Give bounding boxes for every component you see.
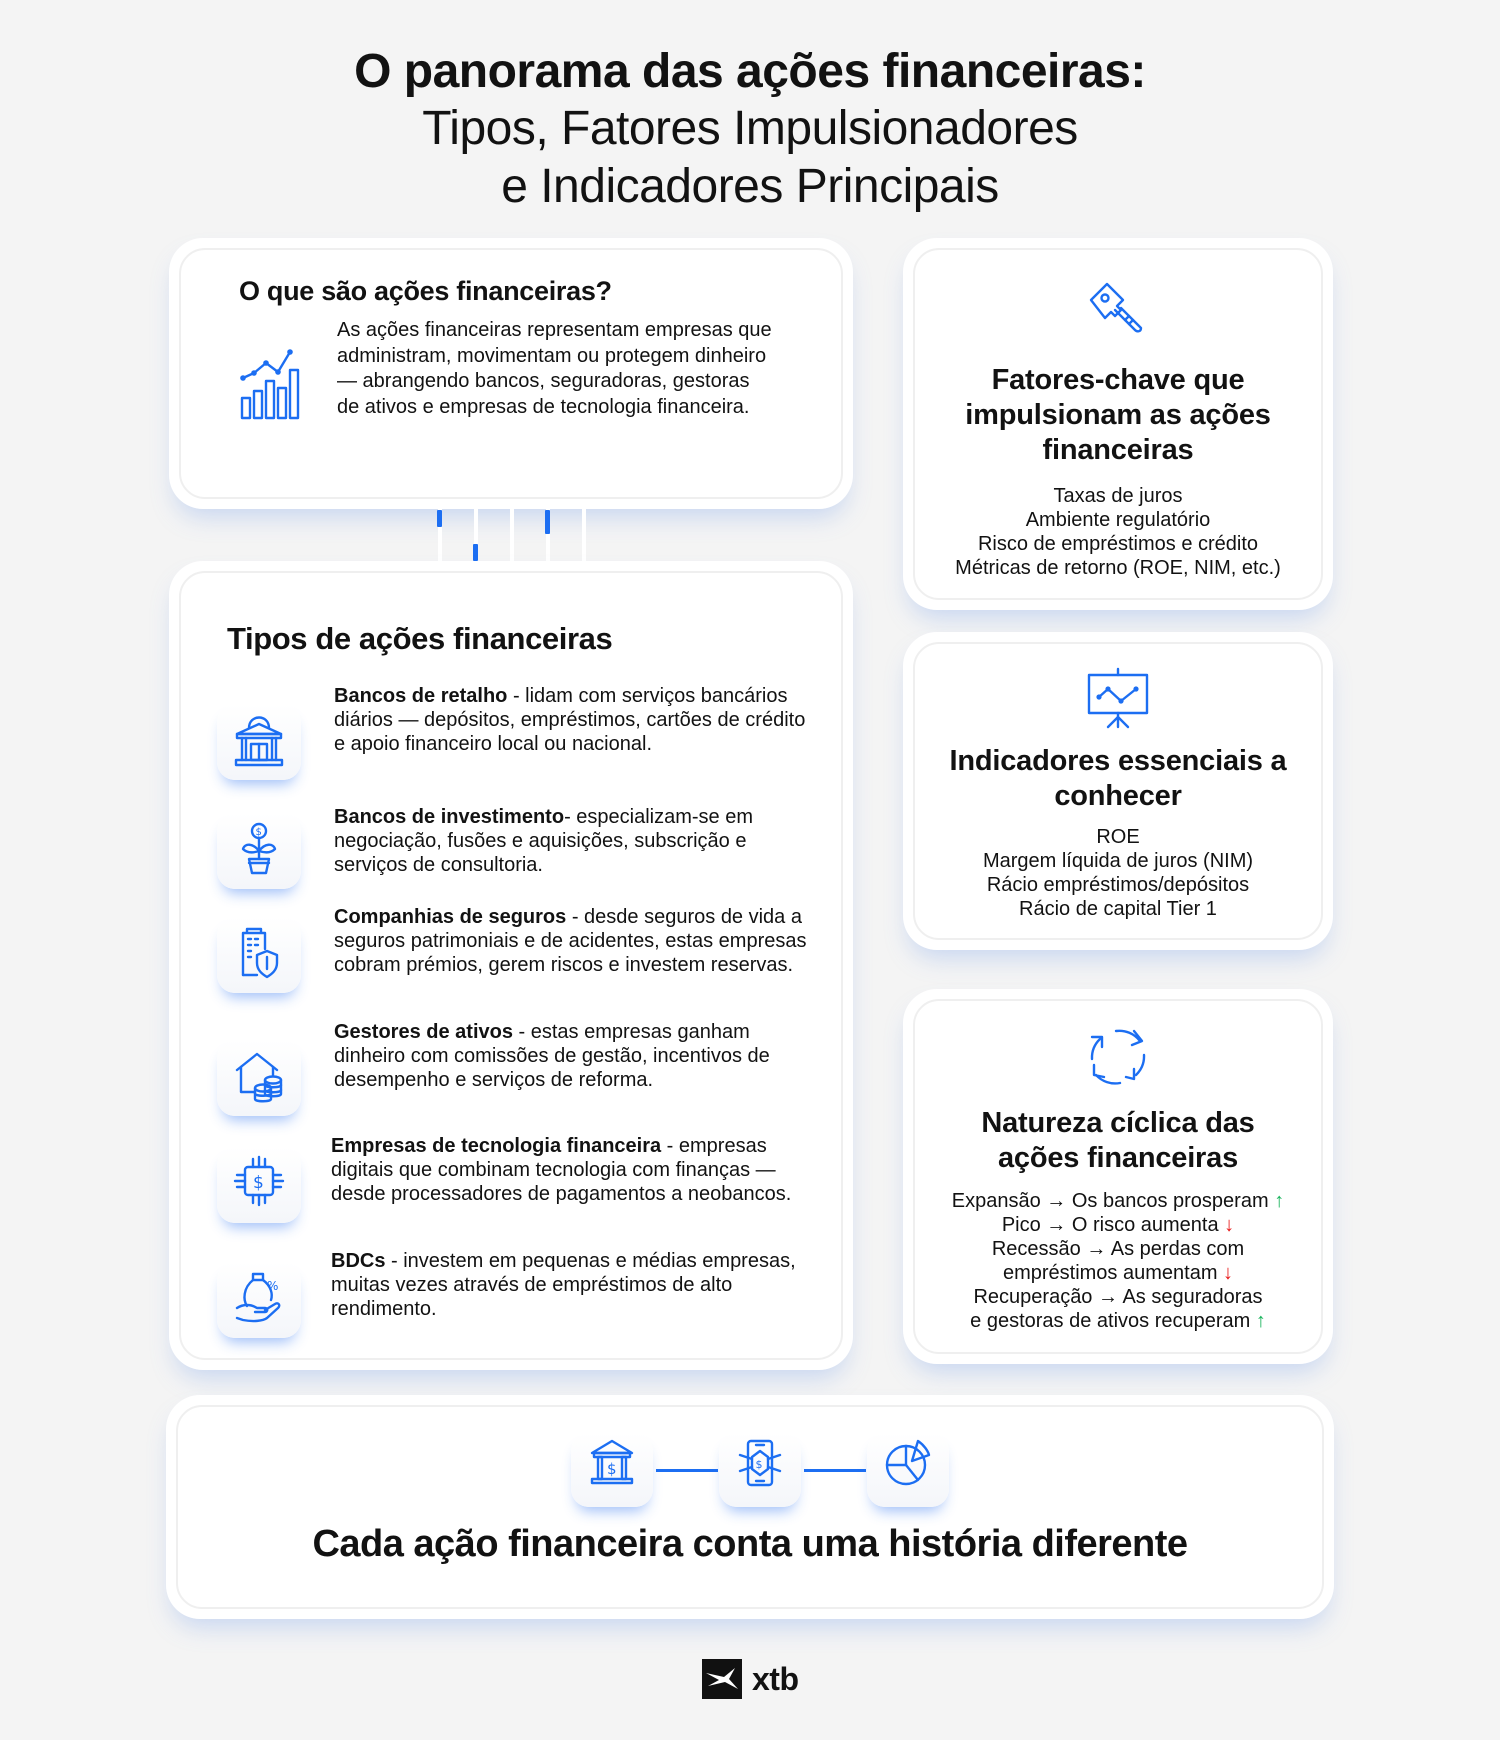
phone-dollar-network-icon xyxy=(736,1439,784,1487)
drivers-title: Fatores-chave que impulsionam as ações financeiras xyxy=(965,364,1271,466)
cycle-line: e gestoras de ativos recuperam ↑ xyxy=(970,1310,1266,1332)
cycle-line: Recessão → As perdas com xyxy=(991,1238,1245,1260)
key-icon xyxy=(1083,276,1153,346)
driver-item: Taxas de juros xyxy=(1053,485,1183,507)
type-item-asset-managers xyxy=(217,1020,817,1130)
building-shield-icon xyxy=(233,925,285,981)
what-are-title: O que são ações financeiras? xyxy=(239,276,612,306)
title-bold: O panorama das ações financeiras: xyxy=(354,45,1146,98)
drivers-list xyxy=(903,484,1333,580)
drivers-card xyxy=(903,238,1333,610)
xtb-logo-icon xyxy=(702,1659,742,1699)
driver-item: Risco de empréstimos e crédito xyxy=(977,533,1259,555)
type-text: Bancos de investimento- especializam-se em negociação, fusões e aquisições, subscrição e serviços de consultoria. xyxy=(334,806,754,876)
xtb-logo xyxy=(702,1659,799,1699)
type-text: BDCs - investem em pequenas e médias empresas, muitas vezes através de empréstimos de alto rendimento. xyxy=(331,1250,796,1320)
indicator-item: Margem líquida de juros (NIM) xyxy=(982,850,1254,872)
type-text: Gestores de ativos - estas empresas ganham dinheiro com comissões de gestão, incentivos de desempenho e serviços de reforma. xyxy=(334,1021,770,1091)
indicator-item: Rácio de capital Tier 1 xyxy=(1019,898,1217,920)
house-coins-icon xyxy=(233,1048,285,1104)
svg-text:$: $ xyxy=(607,1460,617,1478)
type-text: Empresas de tecnologia financeira - empresas digitais que combinam tecnologia com finanças — desde processadores de pagamentos a neobancos. xyxy=(331,1135,792,1205)
svg-text:$: $ xyxy=(255,827,262,838)
type-item-bdcs xyxy=(217,1249,817,1349)
indicator-item: Rácio empréstimos/depósitos xyxy=(986,874,1250,896)
type-item-investment-banks xyxy=(217,805,817,895)
summary-card xyxy=(166,1395,1334,1619)
svg-text:$: $ xyxy=(755,1458,763,1471)
what-are-card xyxy=(169,238,853,509)
cycle-arrows-icon xyxy=(1086,1025,1150,1089)
indicators-card xyxy=(903,632,1333,950)
page-title xyxy=(0,44,1500,216)
types-card xyxy=(169,561,853,1370)
driver-item: Ambiente regulatório xyxy=(1025,509,1211,531)
indicators-title: Indicadores essenciais a conhecer xyxy=(949,745,1287,812)
cycle-line: empréstimos aumentam ↓ xyxy=(1002,1262,1234,1284)
svg-text:$: $ xyxy=(253,1173,264,1193)
connector-line xyxy=(804,1469,866,1472)
cyclic-title: Natureza cíclica das ações financeiras xyxy=(981,1107,1255,1174)
type-item-retail-banks xyxy=(217,684,817,794)
bar-chart-growth-icon xyxy=(239,346,315,422)
indicator-item: ROE xyxy=(1096,826,1140,848)
bank-building-icon xyxy=(233,712,285,768)
cycle-line: Pico → O risco aumenta ↓ xyxy=(1001,1214,1235,1236)
bank-dollar-icon xyxy=(588,1439,636,1487)
connector-line xyxy=(656,1469,718,1472)
brand-name: xtb xyxy=(752,1661,799,1697)
svg-text:%: % xyxy=(267,1279,279,1293)
indicators-list xyxy=(903,825,1333,921)
presentation-chart-icon xyxy=(1086,667,1150,731)
cycle-line: Expansão → Os bancos prosperam ↑ xyxy=(951,1190,1285,1212)
cycle-line: Recuperação → As seguradoras xyxy=(973,1286,1263,1308)
cyclic-list xyxy=(903,1189,1333,1333)
dollar-chip-icon xyxy=(233,1155,285,1211)
types-title: Tipos de ações financeiras xyxy=(227,621,613,656)
type-text: Bancos de retalho - lidam com serviços bancários diários — depósitos, empréstimos, cartões de crédito e apoio financeiro local ou nacional. xyxy=(334,685,806,755)
type-item-fintech xyxy=(217,1134,817,1244)
cyclic-card xyxy=(903,989,1333,1364)
money-plant-icon xyxy=(233,821,285,877)
pie-chart-icon xyxy=(884,1439,932,1487)
money-bag-hand-icon xyxy=(233,1270,285,1326)
subtitle-line-2: e Indicadores Principais xyxy=(501,160,999,213)
type-text: Companhias de seguros - desde seguros de vida a seguros patrimoniais e de acidentes, estas empresas cobram prémios, gerem riscos e investem reservas. xyxy=(334,906,807,976)
type-item-insurance xyxy=(217,905,817,1015)
what-are-description: As ações financeiras representam empresas que administram, movimentam ou protegem dinheiro — abrangendo bancos, seguradoras, gestoras de ativos e empresas de tecnologia financeira. xyxy=(337,319,772,418)
driver-item: Métricas de retorno (ROE, NIM, etc.) xyxy=(955,557,1281,579)
subtitle-line-1: Tipos, Fatores Impulsionadores xyxy=(422,102,1078,155)
summary-title: Cada ação financeira conta uma história diferente xyxy=(312,1523,1188,1565)
